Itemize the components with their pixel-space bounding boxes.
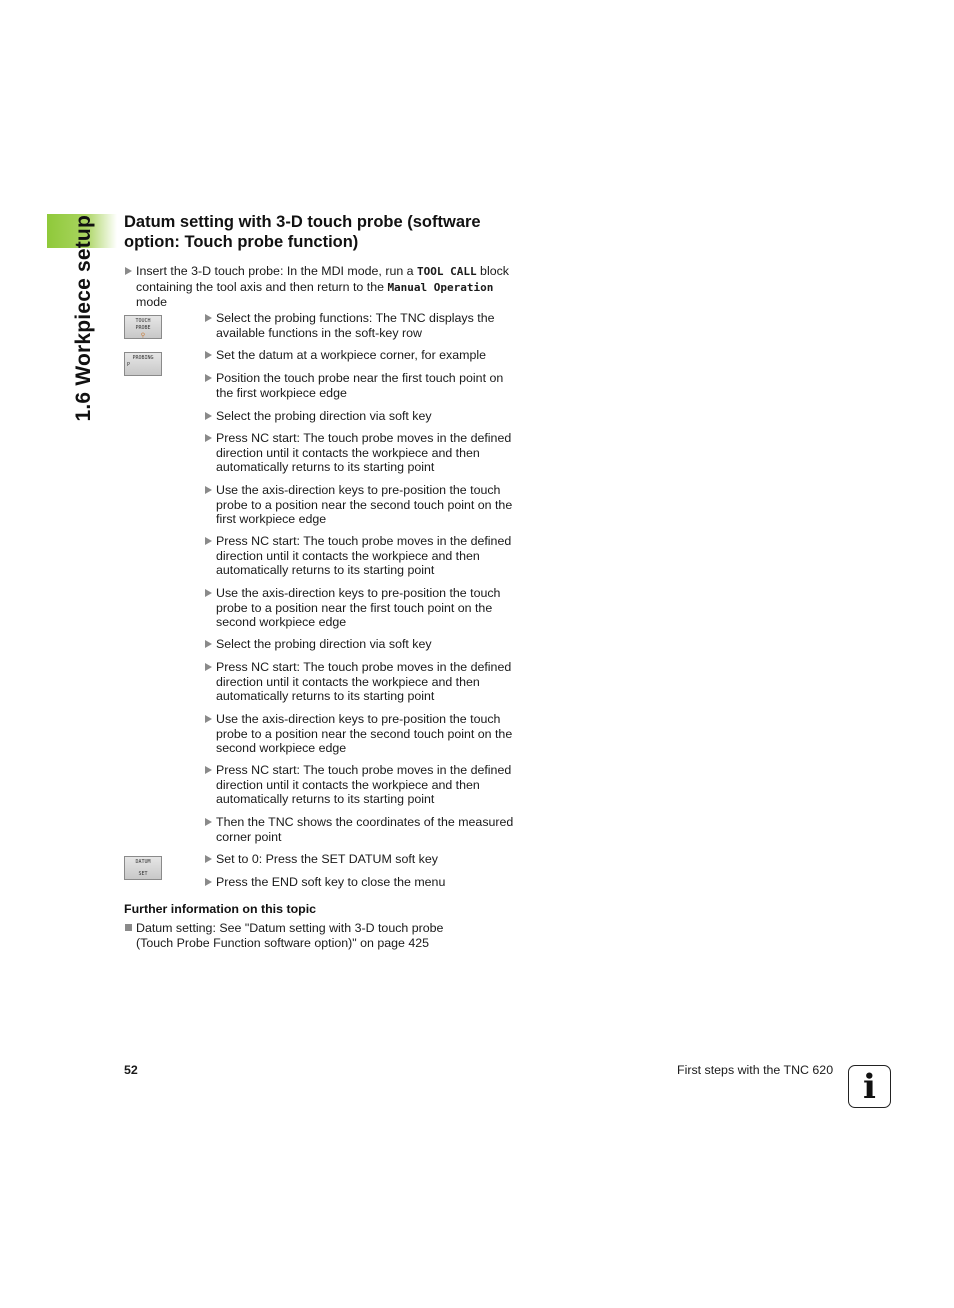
intro-step: Insert the 3-D touch probe: In the MDI mode, run a TOOL CALL block containing the tool axis and then return to the Manual Operation mode [136,264,526,310]
triangle-bullet-icon [125,267,132,275]
triangle-bullet-icon [205,663,212,671]
touch-probe-softkey[interactable]: TOUCH PROBE ⚲ [124,315,162,339]
footer-title: First steps with the TNC 620 [677,1063,834,1077]
triangle-bullet-icon [205,412,212,420]
step-item: Select the probing direction via soft key [216,637,522,652]
step-item: Press NC start: The touch probe moves in the defined direction until it contacts the workpiece and then automatically returns to its starting point [216,660,522,704]
triangle-bullet-icon [205,878,212,886]
triangle-bullet-icon [205,486,212,494]
further-info-heading: Further information on this topic [124,902,317,916]
triangle-bullet-icon [205,351,212,359]
triangle-bullet-icon [205,855,212,863]
triangle-bullet-icon [205,434,212,442]
triangle-bullet-icon [205,818,212,826]
step-item: Then the TNC shows the coordinates of the measured corner point [216,815,522,844]
triangle-bullet-icon [205,537,212,545]
step-item: Use the axis-direction keys to pre-position the touch probe to a position near the first touch point on the second workpiece edge [216,586,522,630]
probing-softkey[interactable]: PROBING P [124,352,162,376]
square-bullet-icon [125,924,132,931]
code-tool-call: TOOL CALL [417,265,477,278]
info-icon: i [848,1065,891,1108]
step-item: Press NC start: The touch probe moves in the defined direction until it contacts the workpiece and then automatically returns to its starting point [216,534,522,578]
triangle-bullet-icon [205,314,212,322]
triangle-bullet-icon [205,589,212,597]
step-item: Press NC start: The touch probe moves in the defined direction until it contacts the workpiece and then automatically returns to its starting point [216,431,522,475]
step-item: Press NC start: The touch probe moves in the defined direction until it contacts the workpiece and then automatically returns to its starting point [216,763,522,807]
touch-probe-icon: ⚲ [140,332,146,339]
page-number: 52 [124,1063,138,1077]
step-item: Select the probing functions: The TNC displays the available functions in the soft-key row [216,311,522,340]
triangle-bullet-icon [205,640,212,648]
step-item: Select the probing direction via soft key [216,409,522,424]
page-heading: Datum setting with 3-D touch probe (software option: Touch probe function) [124,213,481,251]
triangle-bullet-icon [205,766,212,774]
datum-set-softkey[interactable]: DATUM SET [124,856,162,880]
step-item: Set the datum at a workpiece corner, for example [216,348,522,363]
code-manual-operation: Manual Operation [387,280,494,294]
triangle-bullet-icon [205,715,212,723]
step-item: Use the axis-direction keys to pre-position the touch probe to a position near the second touch point on the second workpiece edge [216,712,522,756]
step-item: Press the END soft key to close the menu [216,875,522,890]
step-item: Use the axis-direction keys to pre-position the touch probe to a position near the second touch point on the first workpiece edge [216,483,522,527]
step-item: Position the touch probe near the first touch point on the first workpiece edge [216,371,522,400]
further-info-item: Datum setting: See "Datum setting with 3-D touch probe (Touch Probe Function software option)" on page 425 [136,921,476,950]
triangle-bullet-icon [205,374,212,382]
step-item: Set to 0: Press the SET DATUM soft key [216,852,522,867]
section-title-vertical: 1.6 Workpiece setup [72,215,95,422]
